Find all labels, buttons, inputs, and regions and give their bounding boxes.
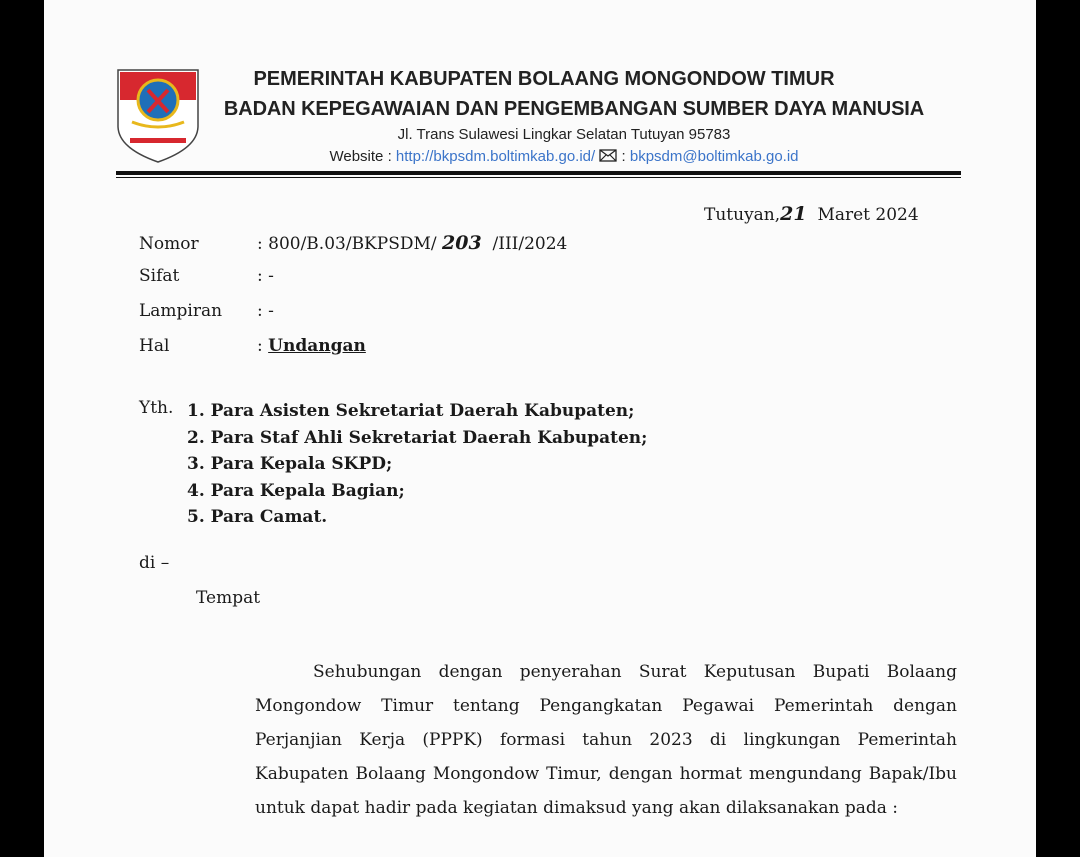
website-label: Website :	[329, 148, 396, 165]
lampiran-value: : -	[257, 301, 274, 321]
hal-label: Hal	[139, 336, 170, 356]
recipient-item: 3. Para Kepala SKPD;	[187, 454, 393, 474]
meta-hal	[139, 336, 366, 356]
meta-sifat	[139, 266, 274, 286]
date-month-year: Maret 2024	[817, 205, 919, 225]
kop-agency-name: BADAN KEPEGAWAIAN DAN PENGEMBANGAN SUMBER DAYA MANUSIA	[223, 98, 925, 120]
email-separator: :	[621, 148, 630, 165]
hal-colon: :	[257, 336, 269, 356]
website-link[interactable]: http://bkpsdm.boltimkab.go.id/	[395, 148, 596, 165]
kop-contact	[204, 148, 924, 165]
nomor-number-handwritten: 203	[442, 232, 482, 254]
meta-lampiran	[139, 301, 274, 321]
tempat-label: Tempat	[196, 588, 261, 608]
hal-value: Undangan	[268, 336, 366, 356]
date-place: Tutuyan,	[704, 205, 781, 225]
di-label: di –	[139, 553, 170, 573]
lampiran-label: Lampiran	[139, 301, 223, 321]
nomor-prefix: : 800/B.03/BKPSDM/	[257, 234, 437, 254]
body-paragraph	[255, 655, 957, 825]
letter-date	[704, 203, 919, 225]
sifat-value: : -	[257, 266, 274, 286]
envelope-icon	[599, 148, 621, 165]
body-paragraph-text: Sehubungan dengan penyerahan Surat Keputusan Bupati Bolaang Mongondow Timur tentang Pengangkatan Pegawai Pemerintah dengan Perjanjian Kerja (PPPK) formasi tahun 2023 di lingkungan Pemerintah Kabupaten Bolaang Mongondow Timur, dengan hormat mengundang Bapak/Ibu untuk dapat hadir pada kegiatan dimaksud yang akan dilaksanakan pada :	[255, 662, 957, 818]
kop-divider-thick	[116, 171, 961, 175]
recipient-item: 1. Para Asisten Sekretariat Daerah Kabupaten;	[187, 401, 635, 421]
nomor-label: Nomor	[139, 234, 199, 254]
recipient-item: 4. Para Kepala Bagian;	[187, 480, 405, 501]
yth-label: Yth.	[139, 398, 174, 418]
letter-page	[44, 0, 1036, 857]
recipient-item: 5. Para Camat.	[187, 507, 328, 527]
regency-coat-of-arms-icon	[114, 66, 202, 166]
recipient-item: 2. Para Staf Ahli Sekretariat Daerah Kabupaten;	[187, 427, 648, 448]
kop-address: Jl. Trans Sulawesi Lingkar Selatan Tutuyan 95783	[397, 126, 731, 143]
kop-divider-thin	[116, 177, 961, 178]
sifat-label: Sifat	[139, 266, 180, 286]
nomor-suffix: /III/2024	[492, 234, 568, 254]
date-day-handwritten: 21	[780, 203, 807, 225]
recipient-list	[187, 398, 647, 531]
email-link[interactable]: bkpsdm@boltimkab.go.id	[629, 148, 799, 165]
kop-government-name: PEMERINTAH KABUPATEN BOLAANG MONGONDOW TIMUR	[253, 68, 835, 90]
meta-nomor	[139, 232, 567, 254]
